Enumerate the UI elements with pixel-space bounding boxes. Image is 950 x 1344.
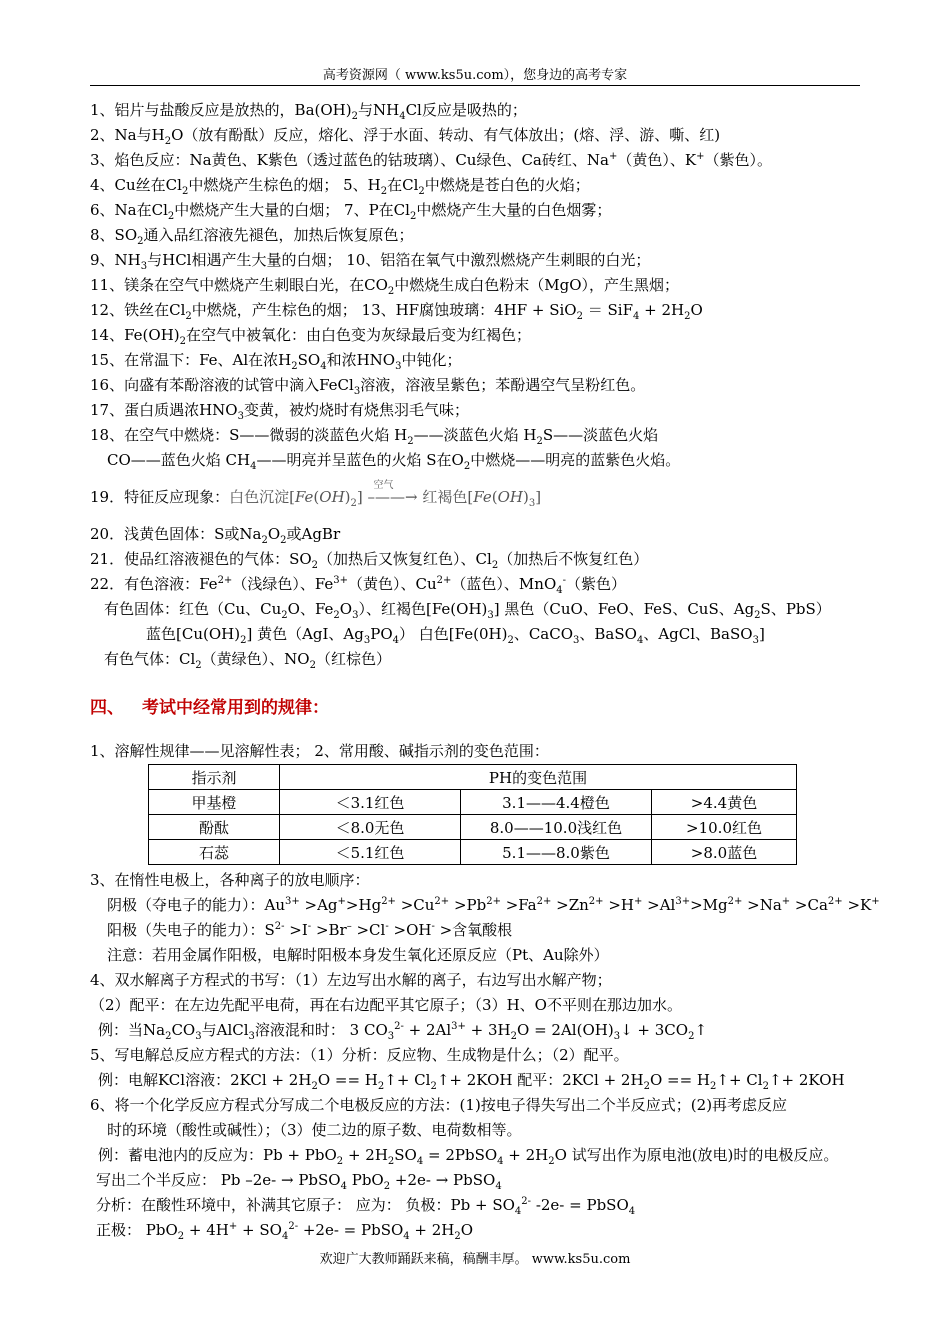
text-line: 注意：若用金属作阳极，电解时阳极本身发生氧化还原反应（Pt、Au除外） — [107, 946, 609, 964]
section-number: 四、 — [90, 698, 124, 718]
table-header-row — [149, 765, 797, 790]
table-header-cell: 指示剂 — [149, 765, 280, 790]
table-cell: 酚酞 — [149, 815, 280, 840]
text-line: 19．特征反应现象：白色沉淀$[Fe(OH)_2]$ – 空气 ——→ 红褐色$[Fe(OH)_3]$ — [90, 480, 542, 509]
text-line: 4、Cu丝在$Cl_2$中燃烧产生棕色的烟； 5、$H_2$在$Cl_2$中燃烧是苍白色的火焰； — [90, 176, 590, 197]
text-line: 16、向盛有苯酚溶液的试管中滴入FeCl$_3$溶液，溶液呈紫色；苯酚遇空气呈粉红色。 — [90, 376, 646, 397]
text-line: 3、焰色反应：Na黄色、K紫色（透过蓝色的钴玻璃）、Cu绿色、Ca砖红、Na+（黄色）、K+（紫色）。 — [90, 151, 772, 169]
table-header-cell: PH的变色范围 — [280, 765, 797, 790]
text-line: 1、铝片与盐酸反应是放热的，$Ba(OH)_2$与$NH_4Cl$反应是吸热的； — [90, 101, 527, 122]
text-line: （2）配平：在左边先配平电荷，再在右边配平其它原子；（3）H、O不平则在那边加水。 — [90, 996, 682, 1014]
text-line: 2、Na与$H_2O$（放有酚酞）反应，熔化、浮于水面、转动、有气体放出；(熔、浮、游、嘶、红) — [90, 126, 721, 147]
text-line: 21．使品红溶液褪色的气体：$SO_2$（加热后又恢复红色）、$Cl_2$（加热后不恢复红色） — [90, 550, 649, 571]
header-rule — [90, 85, 860, 86]
text-line: 正极： $PbO_2 + 4H^+ + SO_4^{2-} +2e-$ = PbSO$_4$ + $2H_2O$ — [96, 1221, 474, 1242]
text-line: 例：电解KCl溶液：$2KCl + 2H_2O$ == $H_2↑+$ $Cl_2↑+ 2KOH$ 配平：$2KCl + 2H_2O$ == $H_2↑+$ $Cl_2↑+ 2KOH$ — [98, 1071, 845, 1092]
table-cell: 甲基橙 — [149, 790, 280, 815]
text-line: 6、Na在$Cl_2$中燃烧产生大量的白烟； 7、P在$Cl_2$中燃烧产生大量的白色烟雾； — [90, 201, 612, 222]
text-line: 3、在惰性电极上，各种离子的放电顺序： — [90, 871, 370, 889]
text-line: 1、溶解性规律——见溶解性表； 2、常用酸、碱指示剂的变色范围： — [90, 742, 549, 760]
text-line: 4、双水解离子方程式的书写：（1）左边写出水解的离子，右边写出水解产物； — [90, 971, 612, 989]
table-row — [149, 840, 797, 865]
table-cell: 石蕊 — [149, 840, 280, 865]
text-line: 阴极（夺电子的能力）：$Au^{3+} >Ag^+>Hg^{2+} >Cu^{2+} >Pb^{2+} >Fa^{2+} >Zn^{2+} >H^+ >Al^{3+}>Mg^{2+} >Na^+ >Ca^{2+} >K^+$ — [107, 896, 880, 914]
table-row — [149, 815, 797, 840]
section-title: 考试中经常用到的规律： — [142, 698, 329, 718]
text-line: 8、$SO_2$通入品红溶液先褪色，加热后恢复原色； — [90, 226, 414, 247]
text-line: 阳极（失电子的能力）：$S^{2-} >I^- >Br^- >Cl^- >OH^-$ >含氧酸根 — [107, 921, 513, 939]
table-cell: 3.1——4.4橙色 — [461, 790, 652, 815]
text-line: 有色气体：$Cl_2$（黄绿色）、$NO_2$（红棕色） — [104, 650, 391, 671]
table-cell: >8.0蓝色 — [652, 840, 797, 865]
text-line: 18、在空气中燃烧：S——微弱的淡蓝色火焰 $H_2——$淡蓝色火焰 $H_2S——$淡蓝色火焰 — [90, 426, 659, 447]
text-line: 22．有色溶液：$Fe^{2+}$（浅绿色）、$Fe^{3+}$（黄色）、$Cu^{2+}$（蓝色）、MnO$_4$-（紫色） — [90, 575, 627, 596]
table-cell: ＜3.1红色 — [280, 790, 461, 815]
text-line: 20．浅黄色固体：S或$Na_2O_2$或AgBr — [90, 525, 341, 546]
table-cell: >10.0红色 — [652, 815, 797, 840]
table-cell: 8.0——10.0浅红色 — [461, 815, 652, 840]
text-line: 分析：在酸性环境中，补满其它原子： 应为： 负极：$Pb + SO_4^{2-}$ -2e- = PbSO$_4$ — [96, 1196, 636, 1217]
indicator-table — [148, 764, 797, 865]
table-cell: 5.1——8.0紫色 — [461, 840, 652, 865]
page-footer: 欢迎广大教师踊跃来稿，稿酬丰厚。 www.ks5u.com — [319, 1252, 631, 1267]
page-header: 高考资源网（ www.ks5u.com），您身边的高考专家 — [322, 68, 628, 83]
text-line: 例：蓄电池内的反应为：$Pb + PbO_2 + 2H_2SO_4$ = 2PbSO$_4$ + $2H_2O$ 试写出作为原电池(放电)时的电极反应。 — [98, 1146, 839, 1167]
text-line: CO——蓝色火焰 $CH_4——$明亮并呈蓝色的火焰 S在$O_2$中燃烧——明亮的蓝紫色火焰。 — [107, 451, 681, 472]
text-line: 有色固体：红色（Cu、$Cu_2O$、$Fe_2O_3$）、红褐色$[Fe(OH)_3]$ 黑色（CuO、FeO、FeS、CuS、$Ag_2S$、PbS） — [104, 600, 831, 621]
text-line: 5、写电解总反应方程式的方法：（1）分析：反应物、生成物是什么；（2）配平。 — [90, 1046, 629, 1064]
table-row — [149, 790, 797, 815]
text-line: 17、蛋白质遇浓$HNO_3$变黄，被灼烧时有烧焦羽毛气味； — [90, 401, 469, 422]
section-heading — [90, 693, 329, 718]
text-line: 写出二个半反应： Pb –2e- → PbSO$_4$ PbO$_2$ +2e- → PbSO$_4$ — [96, 1171, 502, 1192]
text-line: 例：当$Na_2CO_3$与AlCl$_3$溶液混和时： 3 $CO_3^{2-} + 2Al^{3+} + 3H_2O$ = $2Al(OH)_3↓$ + $3CO_2↑$ — [98, 1021, 708, 1042]
text-line: 15、在常温下：Fe、Al在浓$H_2SO_4$和浓$HNO_3$中钝化； — [90, 351, 462, 372]
table-cell: ＜8.0无色 — [280, 815, 461, 840]
text-line: 14、$Fe(OH)_2$在空气中被氧化：由白色变为灰绿最后变为红褐色； — [90, 326, 532, 347]
table-cell: ＜5.1红色 — [280, 840, 461, 865]
text-line: 6、将一个化学反应方程式分写成二个电极反应的方法：(1)按电子得失写出二个半反应式；(2)再考虑反应 — [90, 1096, 788, 1114]
text-line: 时的环境（酸性或碱性）；（3）使二边的原子数、电荷数相等。 — [107, 1121, 522, 1139]
text-line: 蓝色$[Cu(OH)_2]$ 黄色（AgI、$Ag_3PO_4$） 白色[$Fe(0H)_2$、CaCO$_3$、BaSO$_4$、AgCl、BaSO$_3$] — [146, 625, 765, 646]
text-line: 12、铁丝在$Cl_2$中燃烧，产生棕色的烟； 13、HF腐蚀玻璃：$4HF + SiO_2 = SiF_4 + 2H_2O$ — [90, 301, 703, 322]
text-line: 9、$NH_3$与HCl相遇产生大量的白烟； 10、铝箔在氧气中激烈燃烧产生刺眼的白光； — [90, 251, 651, 272]
text-line: 11、镁条在空气中燃烧产生刺眼白光，在$CO_2$中燃烧生成白色粉末（MgO），产生黑烟； — [90, 276, 680, 297]
table-cell: >4.4黄色 — [652, 790, 797, 815]
